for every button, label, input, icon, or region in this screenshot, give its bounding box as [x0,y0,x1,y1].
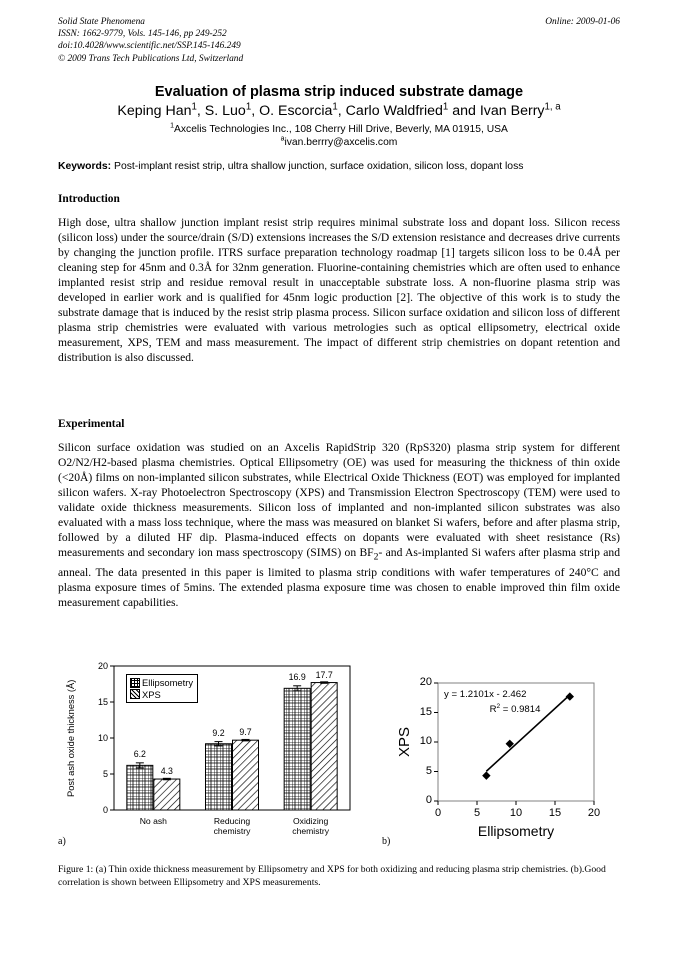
scatter-chart-y-axis-title: XPS [396,727,413,758]
bar-chart-y-tick-label: 20 [97,660,108,671]
journal-name: Solid State Phenomena [58,17,145,27]
legend-label: XPS [142,688,161,700]
legend-item [130,689,193,701]
bar-chart-y-tick-label: 5 [102,768,108,779]
bar-chart-legend [126,674,198,703]
affiliation: $^1$Axcelis Technologies Inc., 108 Cherry Hill Drive, Beverly, MA 01915, USA [170,122,508,135]
legend-label: Ellipsometry [142,677,194,688]
bar-value-label: 9.7 [239,727,252,738]
doi-line: doi:10.4028/www.scientific.net/SSP.145-146.249 [58,41,241,52]
scatter-y-tick-label: 0 [425,794,432,806]
bar-value-label: 16.9 [288,672,306,683]
section-heading-experimental: Experimental [58,418,125,430]
bar-value-label: 4.3 [160,766,173,777]
bar-chart-category-label: No ash [139,816,167,826]
figure-1 [58,655,620,850]
legend-swatch-grid-icon [130,678,140,688]
scatter-x-tick-label: 5 [473,807,481,819]
scatter-chart-x-axis-title: Ellipsometry [477,823,555,839]
bar-chart-y-axis-title: Post ash oxide thickness (Å) [66,679,76,797]
bar-chart-panel-a [64,658,354,836]
scatter-x-tick-label: 10 [509,807,523,819]
section-body-experimental: Silicon surface oxidation was studied on an Axcelis RapidStrip 320 (RpS320) plasma strip system for different O2/N2/H2-based plasma chemistries. Optical Ellipsometry (OE) was used for measuring the thickness of thin oxide (<20Å) films on non-implanted silicon substrates, while Electrical Oxide Thickness (EOT) was employed for implanted silicon wafers. X-ray Photoelectron Spectroscopy (XPS) and Transmission Electron Spectroscopy (TEM) were used to validate oxide thickness measurements. Silicon loss of implanted and non-implanted silicon substrates was also evaluated with a mass loss technique, where the mass was measured on blanket Si wafers, before and after plasma strip, followed by a diluted HF dip. Plasma-induced effects on dopants were evaluated with sheet resistance (Rs) measurements and secondary ion mass spectroscopy (SIMS) on $BF_2-$ and As-implanted Si wafers after plasma strip and anneal. The data presented in this paper is limited to plasma strip conditions with wafer temperatures of 240°C and plasma exposure times of 5mins. The extended plasma exposure time was chosen to enable improved thin film oxide measurement capabilities. [58,441,620,609]
bar-value-label: 17.7 [315,669,333,680]
figure-caption: Figure 1: (a) Thin oxide thickness measurement by Ellipsometry and XPS for both oxidizing and reducing plasma strip chemistries. (b).Good correlation is shown between Ellipsometry and XPS measurements. [58,864,606,888]
panel-label-b: b) [382,836,391,847]
bar-value-label: 6.2 [133,749,146,760]
keywords-label: Keywords: [58,161,112,172]
scatter-x-tick-label: 0 [434,807,442,819]
scatter-y-tick-label: 5 [425,764,432,777]
section-body-introduction: High dose, ultra shallow junction implant resist strip requires minimal substrate loss and dopant loss. Silicon recess (silicon loss) under the source/drain (S/D) extensions increases the S/D extension resistance and decreases drive currents by changing the junction profile. ITRS surface preparation technology roadmap [1] targets silicon loss to be 0.4Å per cleaning step for 45nm and 0.3Å for 32nm generation. Fluorine-containing chemistries which are often used to enhance implanted resist strip and residue removal result in unacceptable substrate loss. A non-fluorine plasma strip was developed in earlier work and is qualified for 45nm logic production [2]. The objective of this work is to study the substrate damage that is induced by the resist strip plasma process. Silicon surface oxidation and silicon loss of different plasma strip chemistries were evaluated with various metrologies such as optical ellipsometry, electrical oxide measurement, XPS, TEM and mass measurement. The impact of different strip chemistries on dopant retention and distribution is also discussed. [58,216,620,365]
keywords-block [58,160,620,174]
scatter-x-tick-label: 15 [548,807,562,819]
online-date: Online: 2009-01-06 [545,17,620,27]
scatter-annotation: $R^2 = 0.9814$ [489,702,541,715]
scatter-y-tick-label: 10 [419,735,432,747]
keywords-text: Post-implant resist strip, ultra shallow junction, surface oxidation, silicon loss, dopant loss [114,161,524,172]
page-title: Evaluation of plasma strip induced substrate damage [154,84,524,100]
contact-email[interactable]: $^a$ivan.berrry@axcelis.com [280,135,398,148]
bar-chart-y-tick-label: 15 [97,696,108,707]
author-list: Keping Han$^1$, S. Luo$^1$, O. Escorcia$^1$, Carlo Waldfried$^1$ and Ivan Berry$^{1, a}$ [117,101,561,119]
issn-line: ISSN: 1662-9779, Vols. 145-146, pp 249-252 [58,29,227,40]
bar-chart-y-tick-label: 0 [102,804,108,815]
scatter-y-tick-label: 20 [419,676,432,688]
bar-chart-y-tick-label: 10 [97,732,108,743]
legend-item [130,677,193,689]
scatter-chart-panel-b [396,673,613,839]
copyright-line: © 2009 Trans Tech Publications Ltd, Switzerland [58,53,244,64]
scatter-annotation: y = 1.2101x - 2.462 [444,689,527,700]
section-heading-introduction: Introduction [58,193,120,205]
bar-chart-category-label: Oxidizing chemistry [292,816,330,837]
bar-value-label: 9.2 [212,727,225,738]
legend-swatch-diagonal-icon [130,689,140,699]
panel-label-a: a) [58,836,66,847]
scatter-y-tick-label: 15 [419,705,432,718]
scatter-x-tick-label: 20 [587,807,601,819]
bar-chart-category-label: Reducing chemistry [213,816,251,837]
running-head [58,16,620,65]
